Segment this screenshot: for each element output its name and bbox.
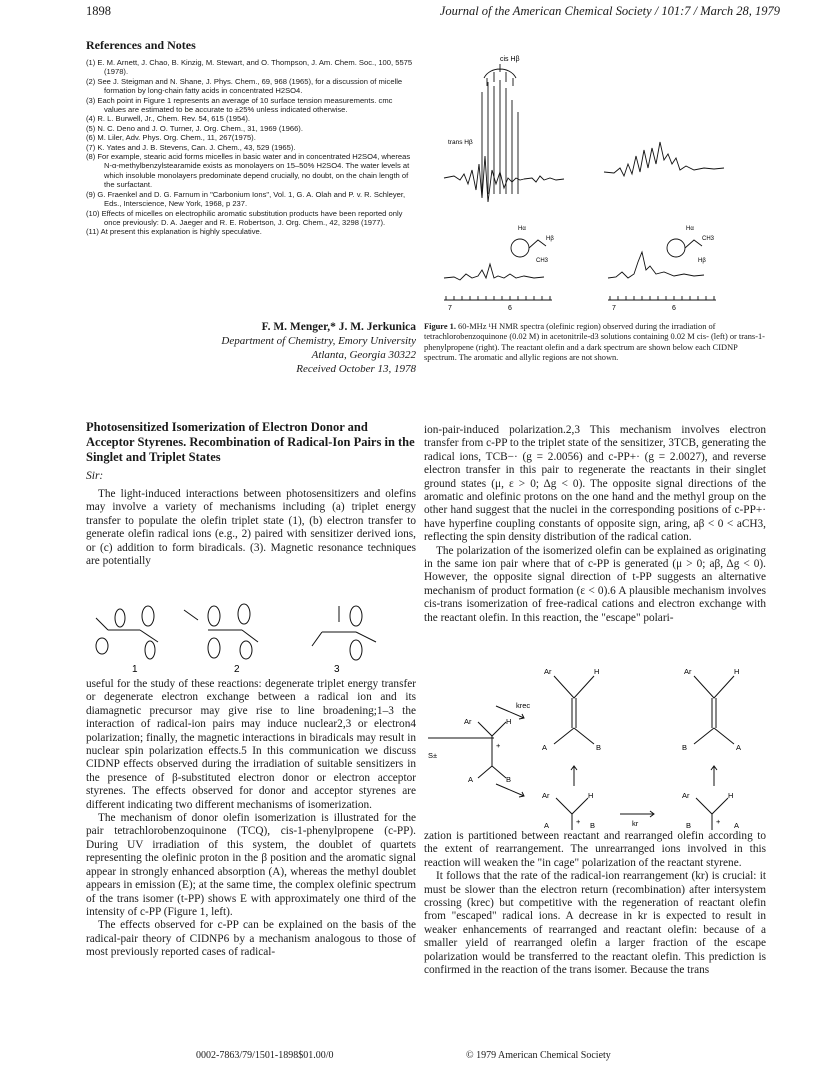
article-title: Photosensitized Isomerization of Electron Donor and Acceptor Styrenes. Recombination of Radical-Ion Pairs in the Singlet and Triplet States xyxy=(86,420,415,464)
scheme-b-1: B xyxy=(596,743,602,752)
body-text-left-top xyxy=(86,488,416,568)
author-names: F. M. Menger,* J. M. Jerkunica xyxy=(261,321,416,333)
body-text-right-bottom xyxy=(424,830,766,977)
scheme-plus-5: + xyxy=(716,817,721,826)
paragraph: The effects observed for c-PP can be explained on the basis of the radical-pair theory of CIDNP6 by a mechanism analogous to those of most previously reported cases of radical- xyxy=(86,919,416,959)
reference-item: (8) For example, stearic acid forms micelles in basic water and in concentrated H2SO4, whereas N-α-methylbenzylstearamide exists as monolayers on 15–50% H2SO4. The water levels at which insoluble monolayers predominate depend crucially, no doubt, on the chain length of the surfactant. xyxy=(86,152,411,190)
scheme-plus-4: + xyxy=(576,817,581,826)
scheme-h-1: H xyxy=(594,667,600,676)
cis-h-label: cis Hβ xyxy=(500,56,520,63)
structure-label-3: 3 xyxy=(334,664,340,675)
scheme-b-2: B xyxy=(682,743,688,752)
structure-label-1: 1 xyxy=(132,664,138,675)
figure-1-nmr-spectra xyxy=(424,52,766,310)
scheme-h-3: H xyxy=(506,717,512,726)
ppm-tick-6-right: 6 xyxy=(672,305,676,310)
paragraph: ion-pair-induced polarization.2,3 This mechanism involves electron transfer from c-PP to the triplet state of the sensitizer, 3TCB, generating the radical ions, TCB−· (g = 2.0056) and c-PP+· (g = 2.0027), and reverse electron transfer in this pair to regenerate the reactants in their singlet ground states (μ, ε > 0; Δg < 0). The opposite signal directions of the aromatic and olefinic protons on the one hand and the methyl group on the other hand suggest that the nuclei in the corresponding positions of c-PP+· have hyperfine coupling constants of opposite sign, aring, aβ < 0 < aCH3, reflecting the spin density distribution of the radical cation. xyxy=(424,424,766,544)
isomerization-scheme xyxy=(424,666,766,830)
body-text-right-top xyxy=(424,424,766,625)
scheme-a-5: A xyxy=(734,821,740,830)
page-number: 1898 xyxy=(86,4,111,18)
author-location: Atlanta, Georgia 30322 xyxy=(311,349,416,361)
ch3-label-right: CH3 xyxy=(702,236,715,242)
author-department: Department of Chemistry, Emory University xyxy=(221,335,416,347)
reference-item: (6) M. Liler, Adv. Phys. Org. Chem., 11, 267(1975). xyxy=(86,133,256,143)
paragraph: The polarization of the isomerized olefin can be explained as originating in the same ion pair where that of c-PP is generated (μ > 0; aβ, Δg < 0). However, the opposite signal direction of t-PP suggests an alternative mechanism of product formation (ε < 0).6 A plausible mechanism involves cis-trans isomerization of free-radical cations and electron exchange with the reactant olefin. In this reaction, the "escape" polari- xyxy=(424,544,766,624)
references-title: References and Notes xyxy=(86,38,196,52)
structures-1-2-3 xyxy=(86,586,416,676)
reference-item: (1) E. M. Arnett, J. Chao, B. Kinzig, M. Stewart, and O. Thompson, J. Am. Chem. Soc., 100, 5575 (1978). xyxy=(86,58,413,77)
footer-code: 0002-7863/79/1501-1898$01.00/0 xyxy=(196,1050,334,1061)
scheme-a-3: A xyxy=(468,775,474,784)
scheme-b-4: B xyxy=(590,821,596,830)
scheme-h-4: H xyxy=(588,791,594,800)
scheme-krec: krec xyxy=(516,701,531,710)
reference-item: (7) K. Yates and J. B. Stevens, Can. J. Chem., 43, 529 (1965). xyxy=(86,142,296,152)
paragraph: The mechanism of donor olefin isomerization is illustrated for the pair tetrachlorobenzoquinone (TCQ), cis-1-phenylpropene (c-PP). During UV irradiation of this system, the doublet of quartets representing the olefinic proton in the β position and the aromatic signal appear in strongly enhanced absorption (A), whereas the methyl doublet appears in emission (E); at the same time, the complex olefinic spectrum of the trans isomer (t-PP) shows E with approximately one third of the intensity of c-PP (Figure 1, left). xyxy=(86,812,416,918)
halpha-label-left: Hα xyxy=(518,226,526,232)
scheme-plus-3: + xyxy=(496,741,501,750)
ppm-tick-7-left: 7 xyxy=(448,305,452,310)
scheme-b-5: B xyxy=(686,821,692,830)
figure-1-caption xyxy=(424,322,766,364)
references-list xyxy=(86,58,416,237)
ppm-tick-7-right: 7 xyxy=(612,305,616,310)
salutation: Sir: xyxy=(86,470,104,482)
scheme-a-2: A xyxy=(736,743,742,752)
scheme-ar-5: Ar xyxy=(682,791,690,800)
scheme-ar-4: Ar xyxy=(542,791,550,800)
paragraph: The light-induced interactions between photosensitizers and olefins may involve a variety of mechanisms including (a) triplet energy transfer to populate the olefin triplet state (1), (b) electron transfer to generate olefin radical ions (e.g., 2) paired with sensitizer derived ions, or (c) addition to form biradicals. (3). Magnetic resonance techniques are potentially xyxy=(86,488,416,568)
scheme-h-2: H xyxy=(734,667,740,676)
figure-1-caption-label: Figure 1. xyxy=(424,322,456,331)
paragraph: useful for the study of these reactions: degenerate triplet energy transfer or degenerate electron exchange between a radical ion and its diamagnetic precursor may give rise to line broadening;1–3 the interaction of radical-ion pairs may induce nuclear2,3 or electron4 polarization; finally, the magnetic interactions in biradicals may result in nuclear spin polarization effects.5 In this communication we discuss CIDNP effects observed during the irradiation of suitable sensitizers in the presence of β-substituted electron donor or electron acceptor styrenes. The effects observed for donor and acceptor styrenes are different indicating two different mechanisms of isomerization. xyxy=(86,678,416,811)
scheme-h-5: H xyxy=(728,791,734,800)
journal-citation: Journal of the American Chemical Society / 101:7 / March 28, 1979 xyxy=(439,4,780,18)
halpha-label-right: Hα xyxy=(686,226,694,232)
paragraph: It follows that the rate of the radical-ion rearrangement (kr) is crucial: it must be slower than the electron return (recombination) after intersystem crossing (krec) but competitive with the regeneration of reactant olefin from "escaped" radical ions. A decrease in kr is expected to result in weaker enhancements of rearranged and reactant olefin: because of a smaller yield of rearranged olefin a larger fraction of the escape polarization would be transferred to the reactant olefin. This prediction is confirmed in the reaction of the trans isomer. Because the trans xyxy=(424,870,766,977)
ch3-label-left: CH3 xyxy=(536,258,549,264)
reference-item: (5) N. C. Deno and J. O. Turner, J. Org. Chem., 31, 1969 (1966). xyxy=(86,123,303,133)
scheme-ar-3: Ar xyxy=(464,717,472,726)
reference-item: (11) At present this explanation is highly speculative. xyxy=(86,227,262,237)
reference-item: (9) G. Fraenkel and D. G. Farnum in "Carbonium Ions", Vol. 1, G. A. Olah and P. v. R. Schleyer, Eds., Interscience, New York, 1968, p 237. xyxy=(86,189,406,209)
received-date: Received October 13, 1978 xyxy=(296,363,416,375)
running-header xyxy=(86,4,780,24)
scheme-a-1: A xyxy=(542,743,548,752)
body-text-left-bottom xyxy=(86,678,416,960)
figure-1-caption-text: 60-MHz ¹H NMR spectra (olefinic region) observed during the irradiation of tetrachlorobenzoquinone (0.02 M) in acetonitrile-d3 solutions containing 0.02 M cis- (left) or trans-1-phenylpropene (right). The reactant olefin and a dark spectrum are shown below each CIDNP spectrum. The aromatic and allylic regions are not shown. xyxy=(424,322,765,363)
reference-item: (10) Effects of micelles on electrophilic aromatic substitution products have been reported only once previously: D. A. Jaeger and R. E. Robertson, J. Org. Chem., 42, 3298 (1977). xyxy=(86,208,403,227)
scheme-kr: kr xyxy=(632,819,639,828)
reference-item: (3) Each point in Figure 1 represents an average of 10 surface tension measurements. cmc values are estimated to be accurate to ±25% unless indicated otherwise. xyxy=(86,95,393,115)
hbeta-label-right: Hβ xyxy=(698,258,706,264)
ppm-tick-6-left: 6 xyxy=(508,305,512,310)
scheme-s-label: S± xyxy=(428,751,438,760)
reference-item: (2) See J. Steigman and N. Shane, J. Phys. Chem., 69, 968 (1965), for a discussion of micelle formation by long-chain fatty acids in concentrated H2SO4. xyxy=(86,76,403,96)
hbeta-label-left: Hβ xyxy=(546,236,554,242)
reference-item: (4) R. L. Burwell, Jr., Chem. Rev. 54, 615 (1954). xyxy=(86,114,251,124)
paragraph: zation is partitioned between reactant and rearranged olefin according to the extent of rearrangement. The unrearranged ions involved in this reaction will weaken the "in cage" polarization of the reactant styrene. xyxy=(424,830,766,869)
scheme-ar-2: Ar xyxy=(684,667,692,676)
scheme-ar-1: Ar xyxy=(544,667,552,676)
scheme-a-4: A xyxy=(544,821,550,830)
structure-label-2: 2 xyxy=(234,664,240,675)
footer-copyright: © 1979 American Chemical Society xyxy=(466,1050,611,1061)
trans-h-label: trans Hβ xyxy=(448,139,473,146)
author-block xyxy=(86,320,416,376)
scheme-b-3: B xyxy=(506,775,512,784)
